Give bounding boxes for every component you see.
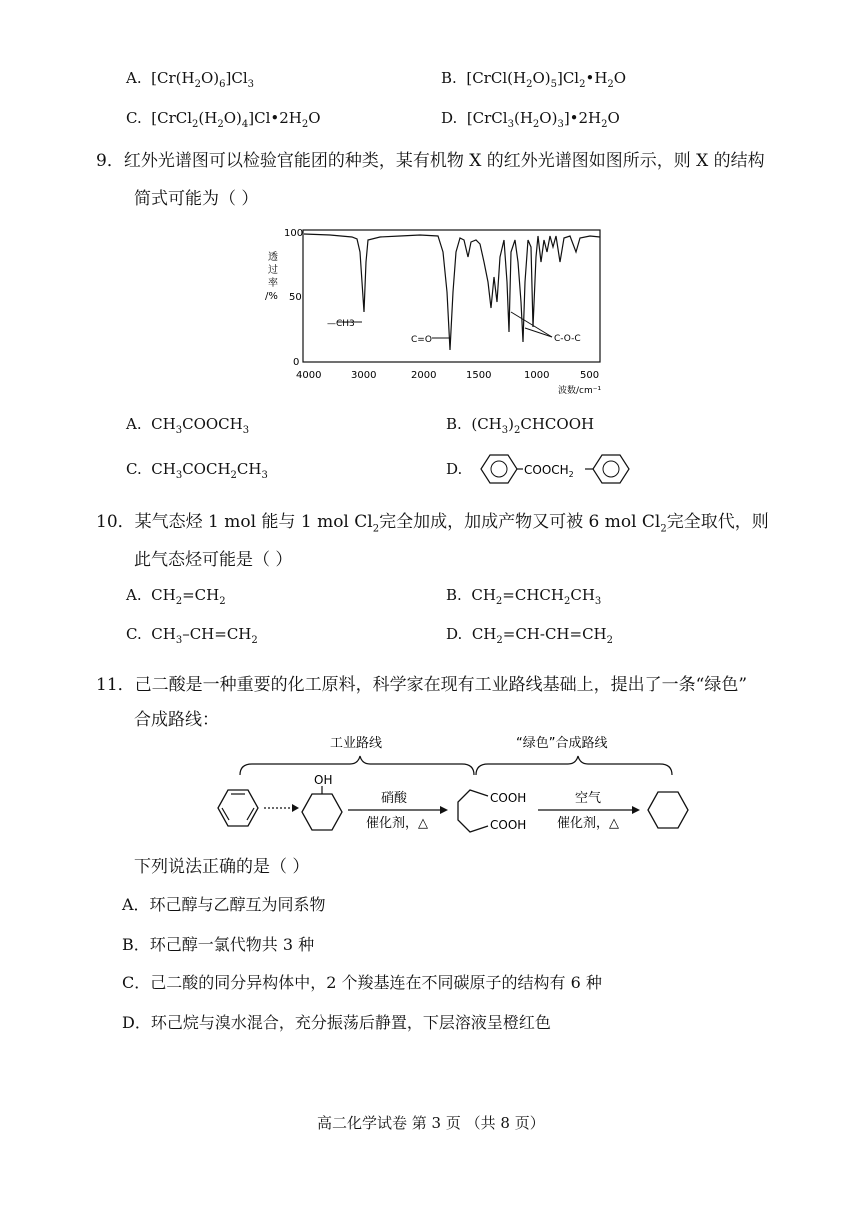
q8-option-c: C. $[CrCl_2(H_2O)_4]Cl•2H_2O$: [126, 109, 321, 130]
q11-stem-line2: 合成路线：: [134, 710, 219, 730]
ir-spectrum: [0, 222, 868, 402]
q9-option-d-structure: [473, 449, 643, 489]
ir-xlabel: 波数/cm⁻¹: [558, 386, 602, 396]
ir-annot-ch3: —CH3: [327, 319, 355, 329]
q8-option-a: A. $[Cr(H_2O)_6]Cl_3$: [126, 69, 255, 90]
cyclohexane-structure: [648, 792, 688, 828]
ir-trace: [304, 234, 600, 350]
q11-option-b: B．环己醇一氯代物共 3 种: [122, 935, 315, 954]
reagent2-top: 空气: [575, 791, 602, 806]
q9-option-a: A. $CH_3COOCH_3$: [126, 415, 250, 436]
q8-option-d: D. $[CrCl_3(H_2O)_3]•2H_2O$: [441, 109, 620, 130]
ir-ytick-0: 0: [293, 357, 300, 368]
ir-xtick-1500: 1500: [466, 370, 492, 381]
q11-prompt: 下列说法正确的是（ ）: [134, 857, 310, 877]
q10-option-c: C. $CH_3-CH=CH_2$: [126, 625, 258, 646]
ir-ytick-50: 50: [289, 292, 302, 303]
q9-stem-line1: 9．红外光谱图可以检验官能团的种类，某有机物 X 的红外光谱图如图所示，则 X 的结构: [96, 151, 765, 171]
benzene-ring-left: [481, 455, 517, 483]
q11-stem-line1: 11．己二酸是一种重要的化工原料，科学家在现有工业路线基础上，提出了一条“绿色”: [96, 675, 748, 695]
q9-option-d-letter: D.: [446, 460, 463, 478]
green-route-label: “绿色”合成路线: [516, 736, 608, 751]
q9-d-sub: 2: [568, 470, 574, 479]
adipic-acid-structure: [458, 790, 526, 832]
q8-option-b: B. $[CrCl(H_2O)_5]Cl_2•H_2O$: [441, 69, 627, 90]
benzene-structure: [218, 790, 258, 826]
q9-d-mid: COOCH: [524, 463, 569, 477]
q10-option-a: A. $CH_2=CH_2$: [126, 586, 226, 607]
page-footer: 高二化学试卷 第 3 页 （共 8 页）: [317, 1114, 545, 1132]
ir-annot-coc: C-O-C: [554, 334, 581, 344]
q10-stem-line1: 10．某气态烃 1 mol 能与 1 mol $Cl_2$完全加成，加成产物又可被 6 mol $Cl_2$完全取代，则: [96, 512, 769, 535]
q10-option-b: B. $CH_2=CHCH_2CH_3$: [446, 586, 602, 607]
ir-xtick-4000: 4000: [296, 370, 322, 381]
cyclohexanol-structure: [302, 773, 342, 830]
benzene-ring-right: [593, 455, 629, 483]
q9-option-b: B. $(CH_3)_2CHCOOH$: [446, 415, 595, 436]
svg-text:COOCH2: [524, 463, 574, 479]
reagent1-bottom: 催化剂，△: [366, 816, 428, 831]
ir-ylabel: 透过率/%: [265, 252, 278, 302]
synthesis-scheme: [0, 730, 868, 840]
oh-label: OH: [314, 773, 333, 787]
ir-xtick-3000: 3000: [351, 370, 377, 381]
q9-stem-line2: 简式可能为（ ）: [134, 189, 259, 209]
ir-xtick-500: 500: [580, 370, 600, 381]
q11-option-d: D．环己烷与溴水混合，充分振荡后静置，下层溶液呈橙红色: [122, 1013, 551, 1032]
industrial-route-label: 工业路线: [330, 736, 383, 751]
industrial-brace: [240, 756, 474, 775]
ir-annot-co: C=O: [411, 335, 432, 345]
cooh-label-2: COOH: [490, 818, 527, 832]
reagent1-top: 硝酸: [381, 791, 408, 806]
ir-ytick-100: 100: [284, 228, 304, 239]
ir-xtick-1000: 1000: [524, 370, 550, 381]
q11-option-c: C．己二酸的同分异构体中，2 个羧基连在不同碳原子的结构有 6 种: [122, 973, 602, 992]
ir-xtick-2000: 2000: [411, 370, 437, 381]
reagent2-bottom: 催化剂，△: [557, 816, 619, 831]
q9-option-c: C. $CH_3COCH_2CH_3$: [126, 460, 268, 481]
q10-stem-line2: 此气态烃可能是（ ）: [134, 550, 293, 570]
cooh-label-1: COOH: [490, 791, 527, 805]
green-brace: [476, 756, 672, 775]
q10-option-d: D. $CH_2=CH-CH=CH_2$: [446, 625, 614, 646]
q11-option-a: A．环己醇与乙醇互为同系物: [122, 895, 326, 914]
